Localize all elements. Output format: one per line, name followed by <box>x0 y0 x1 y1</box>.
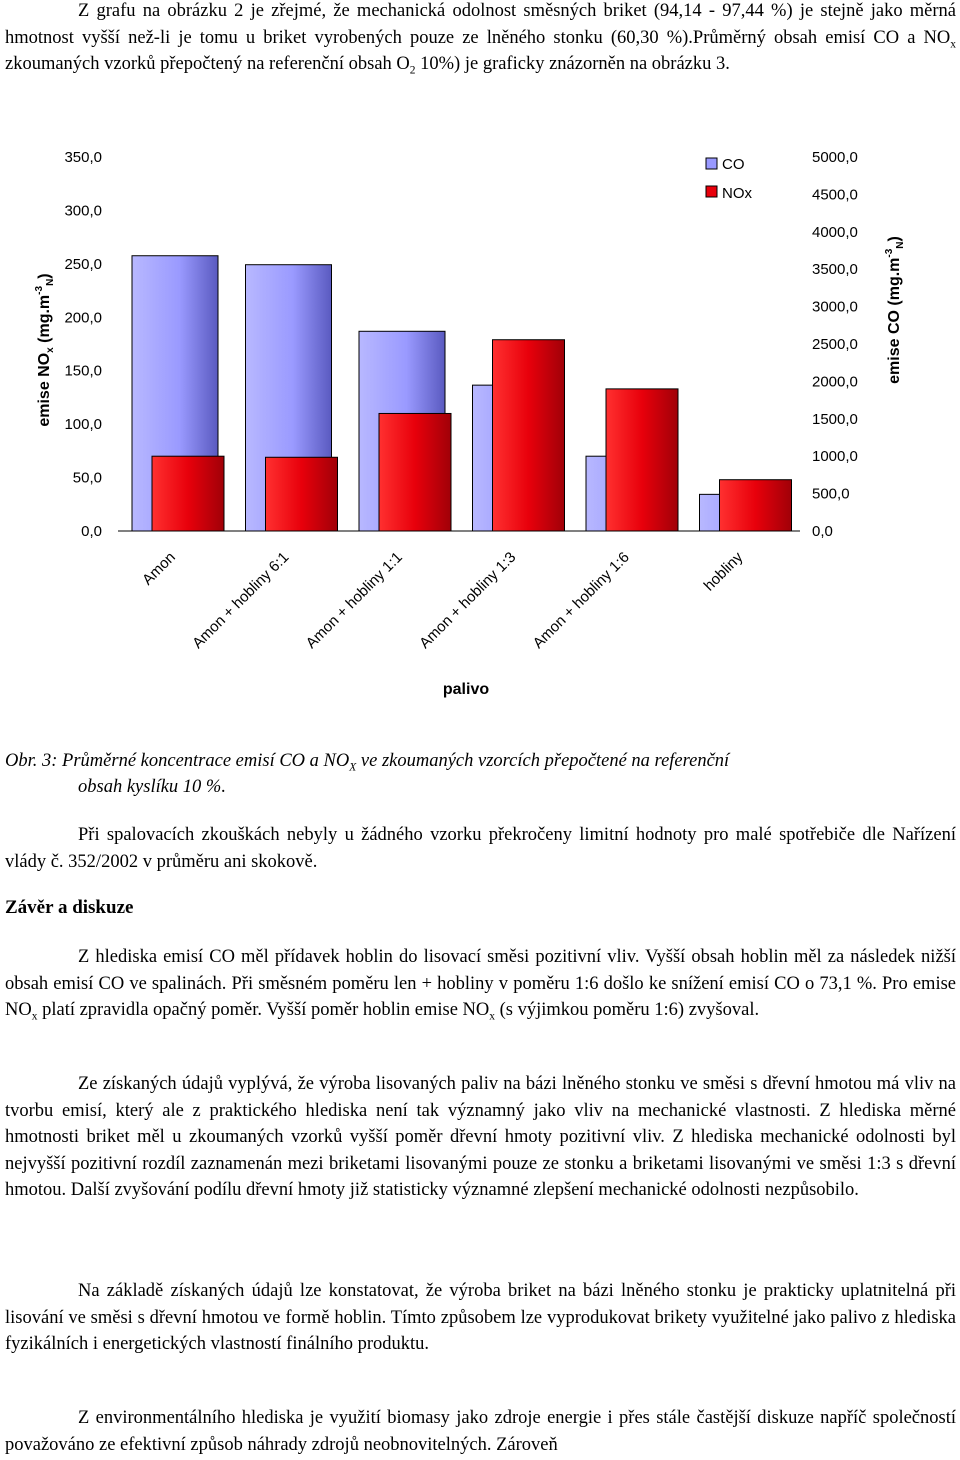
figure-caption: Obr. 3: Průměrné koncentrace emisí CO a $NO_X$ ve zkoumaných vzorcích přepočtené na referenční obsah kyslíku 10 %. <box>5 751 730 797</box>
right-tick-label: 5000,0 <box>812 149 858 166</box>
left-tick-label: 0,0 <box>81 523 102 540</box>
category-label: Amon + hobliny 1:6 <box>529 548 633 652</box>
nox-bar <box>152 456 224 531</box>
nox-bar <box>720 480 792 531</box>
nox-bar <box>606 389 678 531</box>
right-tick-label: 1500,0 <box>812 410 858 428</box>
right-tick-label: 1000,0 <box>812 448 858 466</box>
left-tick-label: 200,0 <box>64 309 102 327</box>
legend-label-nox: NOx <box>722 185 752 202</box>
category-label: Amon + hobliny 1:1 <box>302 548 406 652</box>
limits-paragraph: Při spalovacích zkouškách nebyly u žádného vzorku překročeny limitní hodnoty pro malé spotřebiče dle Nařízení vlády č. 352/2002 v průměru ani skokově. <box>5 825 956 872</box>
left-tick-label: 250,0 <box>64 255 102 273</box>
x-axis-title: palivo <box>442 681 490 698</box>
nox-bar <box>266 457 338 531</box>
left-tick-label: 100,0 <box>64 416 102 434</box>
right-tick-label: 500,0 <box>812 485 850 503</box>
left-axis-title: emise $NO_x$ $(mg.m^{-3}_N)$ <box>34 273 56 427</box>
left-tick-label: 50,0 <box>72 469 102 487</box>
category-label: Amon <box>139 548 179 589</box>
co-paragraph: Z hlediska emisí CO měl přídavek hoblin do lisovací směsi pozitivní vliv. Vyšší obsah hoblin měl za následek nižší obsah emisí CO ve spalinách. Při směsném poměru len + hobliny v poměru 1:6 došlo ke snížení emisí CO o 73,1 %. Pro emise $NO_x$ platí zpravidla opačný poměr. Vyšší poměr hoblin emise $NO_x$ (s výjimkou poměru 1:6) zvyšoval. <box>5 947 956 1023</box>
left-axis-ticks <box>64 149 102 540</box>
results-paragraph: Ze získaných údajů vyplývá, že výroba lisovaných paliv na bázi lněného stonku ve směsi s dřevní hmotou má vliv na tvorbu emisí, který ale z praktického hlediska není tak významný jako vliv na mechanické vlastnosti. Z hlediska měrné hmotnosti briket měl u zkoumaných vzorků vyšší poměr dřevní hmoty pozitivní vliv. Z hlediska mechanické odolnosti byl nejvyšší pozitivní rozdíl zaznamenán mezi briketami lisovanými pouze ze stonku a briketami lisovanými ve směsi 1:3 s dřevní hmotou. Další zvyšování podílu dřevní hmoty již statisticky významné zlepšení mechanické odolnosti nezpůsobilo. <box>5 1074 956 1200</box>
emissions-bar-chart <box>0 120 960 710</box>
right-tick-label: 2000,0 <box>812 373 858 391</box>
right-tick-label: 4500,0 <box>812 186 858 204</box>
right-tick-label: 3000,0 <box>812 298 858 316</box>
legend-swatch-nox <box>706 186 717 197</box>
nox-bar <box>379 413 451 531</box>
environment-paragraph: Z environmentálního hlediska je využití biomasy jako zdroje energie i přes stále častější diskuze napříč společností považováno ze efektivní způsob náhrady zdrojů neobnovitelných. Zároveň <box>5 1408 956 1455</box>
section-heading: Závěr a diskuze <box>5 897 134 918</box>
category-label: Amon + hobliny 6:1 <box>189 548 293 652</box>
right-tick-label: 2500,0 <box>812 336 858 353</box>
right-axis-ticks <box>812 149 858 540</box>
right-axis-title: emise CO $(mg.m^{-3}_N)$ <box>884 236 906 384</box>
conclusion-paragraph: Na základě získaných údajů lze konstatovat, že výroba briket na bázi lněného stonku je prakticky uplatnitelná při lisování ve směsi s dřevní hmotou ve formě hoblin. Tímto způsobem lze vyprodukovat brikety využitelné jako palivo z hlediska fyzikálních i energetických vlastností finálního produktu. <box>5 1281 956 1354</box>
category-label: hobliny <box>700 548 747 595</box>
legend <box>706 156 753 202</box>
legend-label-co: CO <box>722 156 745 173</box>
intro-paragraph: Z grafu na obrázku 2 je zřejmé, že mechanická odolnost směsných briket (94,14 - 97,44 %) je stejně jako měrná hmotnost vyšší než-li je tomu u briket vyrobených pouze ze lněného stonku (60,30 %).Průměrný obsah emisí CO a $NO_x$ zkoumaných vzorků přepočtený na referenční obsah $O_2$ 10%) je graficky znázorněn na obrázku 3. <box>5 1 956 77</box>
legend-swatch-co <box>706 158 717 169</box>
left-tick-label: 300,0 <box>64 202 102 220</box>
right-tick-label: 0,0 <box>812 523 833 540</box>
category-label: Amon + hobliny 1:3 <box>416 548 520 652</box>
right-tick-label: 3500,0 <box>812 261 858 279</box>
left-tick-label: 150,0 <box>64 362 102 380</box>
left-tick-label: 350,0 <box>64 149 102 166</box>
chart-bars <box>132 256 792 531</box>
category-labels <box>139 548 747 651</box>
nox-bar <box>493 340 565 531</box>
right-tick-label: 4000,0 <box>812 223 858 241</box>
